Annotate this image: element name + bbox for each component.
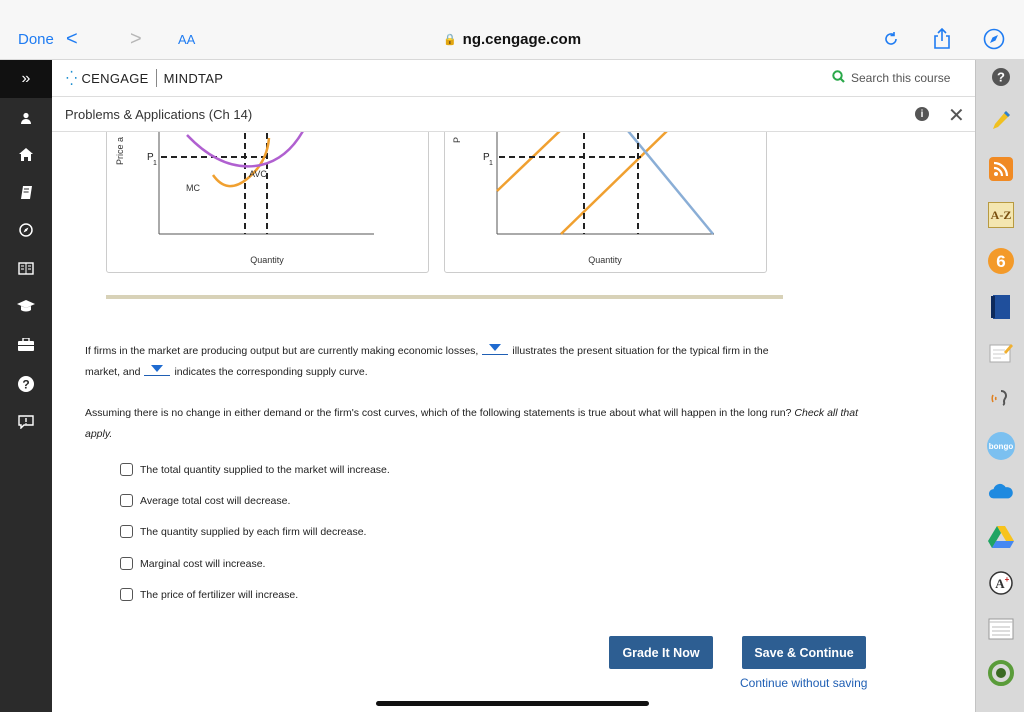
- highlighter-icon[interactable]: [988, 108, 1014, 134]
- left-sidebar: [0, 60, 52, 712]
- question-1-part-1: If firms in the market are producing output but are currently making economic losses,: [85, 345, 479, 357]
- graph-dropdown-1[interactable]: [482, 343, 508, 355]
- left-x-axis-label: Quantity: [250, 255, 284, 265]
- back-button[interactable]: <: [66, 27, 78, 50]
- user-icon[interactable]: [0, 100, 52, 136]
- option-1[interactable]: [120, 463, 390, 476]
- readspeaker-icon[interactable]: [988, 386, 1014, 412]
- help-icon[interactable]: [0, 366, 52, 402]
- notes-icon[interactable]: [988, 340, 1014, 366]
- page-title: Problems & Applications (Ch 14): [65, 107, 253, 122]
- cengage-dots-icon: ⁛: [66, 69, 78, 86]
- logo-separator: [156, 69, 157, 87]
- question-1-part-2: illustrates the present situation for the typical firm in the: [512, 345, 769, 357]
- option-4[interactable]: [120, 557, 265, 570]
- option-2[interactable]: [120, 494, 290, 507]
- question-2-text: Assuming there is no change in either demand or the firm's cost curves, which of the following statements is true about what will happen in the long run?: [85, 407, 792, 419]
- compass-nav-icon[interactable]: [0, 212, 52, 248]
- reload-icon[interactable]: [882, 18, 900, 60]
- right-sidebar: [975, 60, 1024, 712]
- demand-curve: [605, 132, 713, 234]
- save-and-continue-button[interactable]: Save & Continue: [742, 636, 866, 669]
- help-circle-icon[interactable]: [988, 64, 1014, 90]
- market-graph: [444, 132, 767, 273]
- question-1-part-3: market, and: [85, 366, 141, 378]
- glossary-az-icon[interactable]: A-Z: [988, 202, 1014, 228]
- expand-sidebar-icon[interactable]: »: [0, 60, 52, 98]
- right-x-axis-label: Quantity: [588, 255, 622, 265]
- option-1-checkbox[interactable]: [120, 463, 133, 476]
- svg-text:6: 6: [996, 252, 1006, 271]
- option-5-checkbox[interactable]: [120, 588, 133, 601]
- question-1: [85, 341, 885, 383]
- home-indicator[interactable]: [376, 701, 649, 706]
- notepad-icon[interactable]: [988, 616, 1014, 642]
- avc-label: AVC: [249, 169, 267, 179]
- cengage-6-icon[interactable]: [988, 248, 1014, 274]
- search-icon: [832, 70, 845, 86]
- grade-plus-icon[interactable]: [988, 570, 1014, 596]
- option-5[interactable]: [120, 588, 298, 601]
- compass-icon[interactable]: [983, 18, 1005, 60]
- url-text: ng.cengage.com: [462, 30, 582, 48]
- onedrive-icon[interactable]: [988, 478, 1014, 504]
- graduation-cap-icon[interactable]: [0, 288, 52, 324]
- notebook-icon[interactable]: [0, 174, 52, 210]
- ebook-icon[interactable]: [988, 294, 1014, 320]
- supply-curve-1: [497, 132, 585, 191]
- search-placeholder: Search this course: [851, 71, 951, 85]
- graph-dropdown-2[interactable]: [144, 364, 170, 376]
- lock-icon: 🔒: [442, 33, 457, 46]
- left-p1-subscript: 1: [153, 160, 157, 167]
- firm-cost-graph: [106, 132, 429, 273]
- share-icon[interactable]: [932, 18, 952, 60]
- option-5-label[interactable]: The price of fertilizer will increase.: [140, 588, 299, 601]
- svg-text:?: ?: [22, 377, 30, 392]
- text-size-button[interactable]: AA: [178, 31, 196, 47]
- address-bar[interactable]: [0, 18, 1024, 60]
- right-y-axis-label: P: [452, 136, 462, 143]
- option-2-label[interactable]: Average total cost will decrease.: [140, 494, 291, 507]
- continue-without-saving-link[interactable]: Continue without saving: [740, 676, 868, 690]
- option-1-label[interactable]: The total quantity supplied to the market will increase.: [140, 463, 390, 476]
- status-bar: [0, 0, 1024, 20]
- close-icon[interactable]: ✕: [948, 105, 965, 127]
- google-drive-icon[interactable]: [988, 524, 1014, 550]
- green-ring-icon[interactable]: [988, 660, 1014, 686]
- option-3-checkbox[interactable]: [120, 525, 133, 538]
- help-glyph: ?: [997, 69, 1005, 85]
- activity-header: [52, 97, 975, 132]
- rss-icon[interactable]: [988, 156, 1014, 182]
- option-3[interactable]: [120, 525, 366, 538]
- left-p1-label: P: [147, 152, 154, 163]
- question-2-instruction: Check all that apply.: [85, 407, 859, 440]
- grade-it-now-button[interactable]: Grade It Now: [609, 636, 713, 669]
- course-search[interactable]: [832, 70, 950, 86]
- supply-curve-2: [561, 132, 667, 234]
- app-header: [52, 60, 975, 97]
- right-p1-label: P: [483, 152, 490, 163]
- svg-text:A: A: [995, 576, 1005, 591]
- svg-text:+: +: [1004, 575, 1010, 584]
- forward-button[interactable]: >: [130, 27, 142, 50]
- option-3-label[interactable]: The quantity supplied by each firm will decrease.: [140, 525, 367, 538]
- home-icon[interactable]: [0, 136, 52, 172]
- option-2-checkbox[interactable]: [120, 494, 133, 507]
- brand-name: CENGAGE: [81, 70, 149, 86]
- book-icon[interactable]: [0, 250, 52, 286]
- question-1-part-4: indicates the corresponding supply curve.: [174, 366, 368, 378]
- question-2: [85, 403, 885, 445]
- feedback-icon[interactable]: [0, 404, 52, 440]
- left-y-axis-label: Price a: [115, 136, 125, 165]
- option-4-label[interactable]: Marginal cost will increase.: [140, 557, 266, 570]
- cengage-logo[interactable]: [66, 69, 223, 87]
- right-p1-subscript: 1: [489, 160, 493, 167]
- browser-toolbar: [0, 18, 1024, 60]
- mc-label: MC: [186, 183, 200, 193]
- done-button[interactable]: Done: [18, 30, 54, 48]
- product-name: MINDTAP: [163, 70, 224, 86]
- content-area: [52, 132, 975, 712]
- bongo-icon[interactable]: bongo: [987, 432, 1015, 460]
- briefcase-icon[interactable]: [0, 326, 52, 362]
- info-icon[interactable]: i: [915, 107, 929, 121]
- section-divider: [106, 295, 783, 299]
- option-4-checkbox[interactable]: [120, 557, 133, 570]
